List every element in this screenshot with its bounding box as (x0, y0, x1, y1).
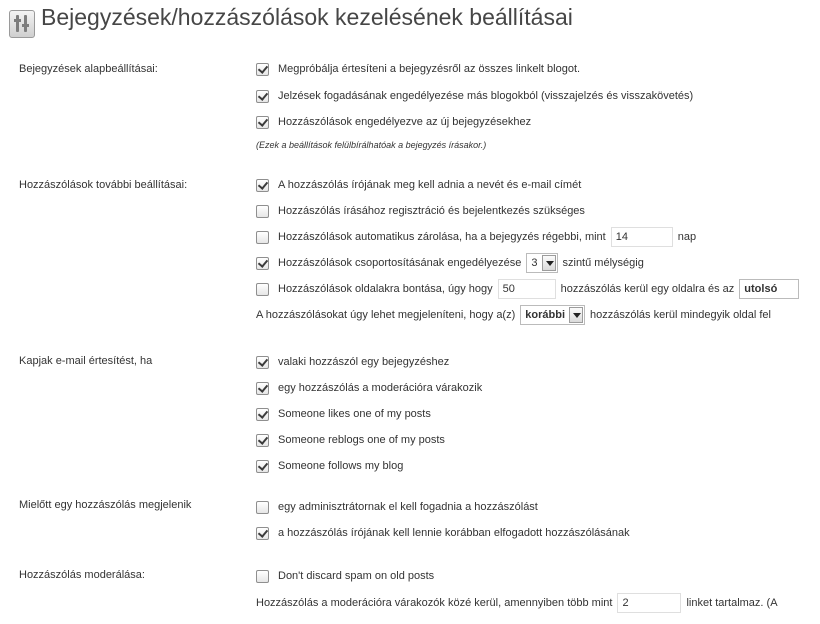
option-comment-order (256, 307, 771, 323)
comment-order-label: A hozzászólásokat úgy lehet megjeleníteni, hogy a(z) (256, 309, 516, 321)
settings-page-icon (9, 10, 35, 38)
registration-required-checkbox[interactable] (256, 205, 269, 218)
email-follows-label: Someone follows my blog (278, 460, 404, 472)
email-moderation-checkbox[interactable] (256, 382, 269, 395)
email-reblogs-checkbox[interactable] (256, 434, 269, 447)
before-comment-appears-label: Mielőtt egy hozzászólás megjelenik (19, 499, 192, 511)
option-admin-approval[interactable] (256, 499, 538, 515)
email-new-comment-label: valaki hozzászól egy bejegyzéshez (278, 356, 450, 368)
allow-comments-checkbox[interactable] (256, 116, 269, 129)
auto-close-label: Hozzászólások automatikus zárolása, ha a bejegyzés régebbi, mint (278, 231, 606, 243)
thread-depth-suffix: szintű mélységig (562, 257, 644, 269)
option-paged-comments[interactable] (256, 281, 804, 297)
default-article-settings-label: Bejegyzések alapbeállításai: (19, 63, 158, 75)
comment-order-suffix: hozzászólás kerül mindegyik oldal fel (590, 309, 771, 321)
option-threaded-comments[interactable] (256, 255, 644, 271)
auto-close-days-input[interactable] (611, 227, 673, 247)
previously-approved-checkbox[interactable] (256, 527, 269, 540)
auto-close-checkbox[interactable] (256, 231, 269, 244)
option-email-moderation[interactable] (256, 380, 482, 396)
moderation-links-input[interactable] (617, 593, 681, 613)
allow-comments-label: Hozzászólások engedélyezve az új bejegyzésekhez (278, 116, 532, 128)
option-auto-close[interactable] (256, 229, 696, 245)
admin-approval-checkbox[interactable] (256, 501, 269, 514)
email-reblogs-label: Someone reblogs one of my posts (278, 434, 445, 446)
option-email-follows[interactable] (256, 458, 403, 474)
default-page-value: utolsó (744, 283, 778, 295)
registration-required-label: Hozzászólás írásához regisztráció és bejelentkezés szükséges (278, 205, 585, 217)
option-email-new-comment[interactable] (256, 354, 449, 370)
moderation-links-label: Hozzászólás a moderációra várakozók közé kerül, amennyiben több mint (256, 597, 613, 609)
auto-close-unit: nap (677, 231, 697, 243)
require-name-email-checkbox[interactable] (256, 179, 269, 192)
threaded-comments-checkbox[interactable] (256, 257, 269, 270)
allow-pingbacks-label: Jelzések fogadásának engedélyezése más blogokból (visszajelzés és visszakövetés) (278, 90, 694, 102)
notify-linked-blogs-checkbox[interactable] (256, 63, 269, 76)
option-previously-approved[interactable] (256, 525, 630, 541)
allow-pingbacks-checkbox[interactable] (256, 90, 269, 103)
comment-order-value: korábbi (525, 309, 565, 321)
email-follows-checkbox[interactable] (256, 460, 269, 473)
option-require-name-email[interactable] (256, 177, 581, 193)
option-email-likes[interactable] (256, 406, 431, 422)
email-likes-label: Someone likes one of my posts (278, 408, 431, 420)
option-registration-required[interactable] (256, 203, 585, 219)
email-moderation-label: egy hozzászólás a moderációra várakozik (278, 382, 483, 394)
paged-comments-checkbox[interactable] (256, 283, 269, 296)
override-note: (Ezek a beállítások felülbírálhatóak a bejegyzés írásakor.) (256, 140, 487, 150)
threaded-comments-label: Hozzászólások csoportosításának engedélyezése (278, 257, 522, 269)
option-email-reblogs[interactable] (256, 432, 445, 448)
email-me-label: Kapjak e-mail értesítést, ha (19, 355, 153, 367)
option-notify-linked-blogs[interactable] (256, 61, 580, 77)
admin-approval-label: egy adminisztrátornak el kell fogadnia a hozzászólást (278, 501, 538, 513)
previously-approved-label: a hozzászólás írójának kell lennie korábban elfogadott hozzászólásának (278, 527, 630, 539)
email-new-comment-checkbox[interactable] (256, 356, 269, 369)
option-allow-comments-new-posts[interactable] (256, 114, 531, 130)
require-name-email-label: A hozzászólás írójának meg kell adnia a nevét és e-mail címét (278, 179, 582, 191)
option-keep-spam[interactable] (256, 568, 434, 584)
page-title: Bejegyzések/hozzászólások kezelésének beállításai (41, 4, 573, 30)
notify-linked-blogs-label: Megpróbálja értesíteni a bejegyzésről az összes linkelt blogot. (278, 63, 581, 75)
chevron-down-icon (542, 255, 556, 271)
keep-spam-checkbox[interactable] (256, 570, 269, 583)
moderation-links-suffix: linket tartalmaz. (A (686, 597, 778, 609)
default-page-select[interactable] (739, 279, 799, 299)
chevron-down-icon (569, 307, 583, 323)
comments-per-page-input[interactable] (498, 279, 556, 299)
option-allow-pingbacks[interactable] (256, 88, 693, 104)
comments-per-page-suffix: hozzászólás kerül egy oldalra és az (560, 283, 735, 295)
paged-comments-label: Hozzászólások oldalakra bontása, úgy hogy (278, 283, 493, 295)
comment-moderation-label: Hozzászólás moderálása: (19, 569, 145, 581)
other-comment-settings-label: Hozzászólások további beállításai: (19, 179, 188, 191)
comment-order-select[interactable] (520, 305, 585, 325)
email-likes-checkbox[interactable] (256, 408, 269, 421)
thread-depth-value: 3 (531, 257, 538, 269)
keep-spam-label: Don't discard spam on old posts (278, 570, 435, 582)
thread-depth-select[interactable] (526, 253, 557, 273)
option-moderation-links (256, 595, 778, 611)
